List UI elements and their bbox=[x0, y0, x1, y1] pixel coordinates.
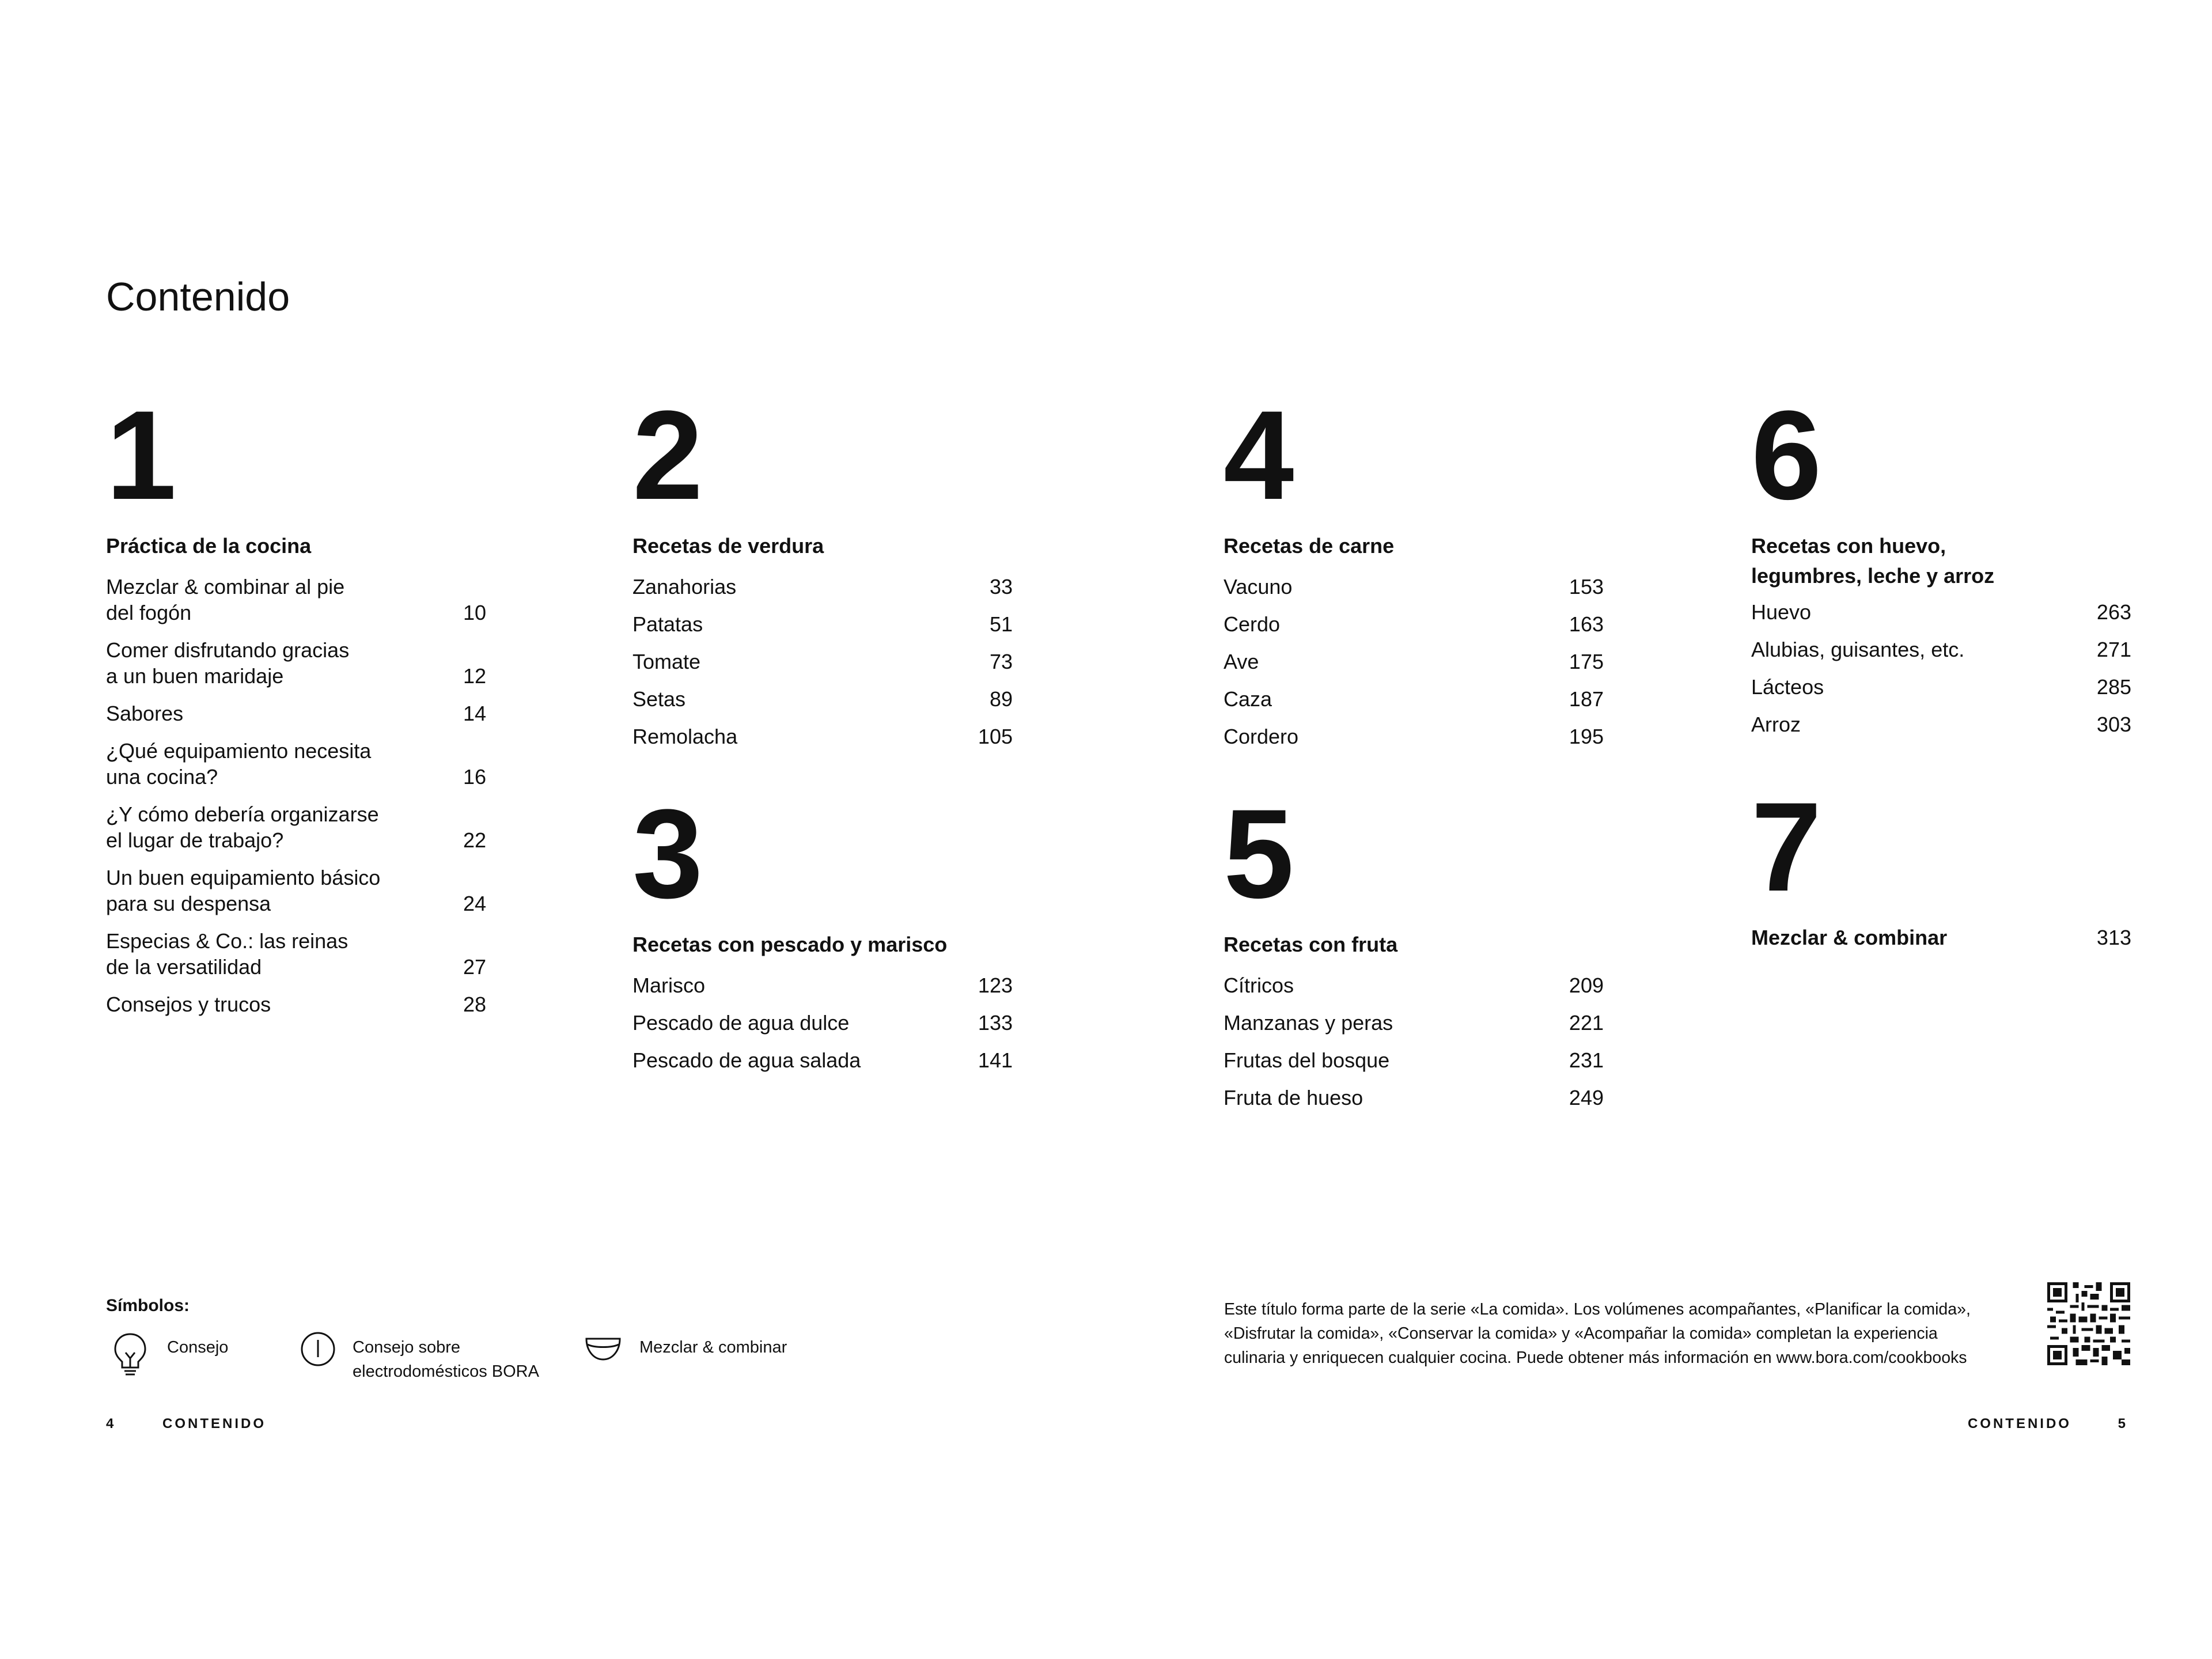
chapter-heading: Mezclar & combinar bbox=[1751, 926, 1948, 949]
chapter-2 bbox=[632, 384, 1013, 761]
entry-label: Patatas bbox=[632, 612, 703, 636]
section-label: CONTENIDO bbox=[1967, 1416, 2071, 1431]
page-number: 4 bbox=[106, 1416, 116, 1431]
entry-label: Especias & Co.: las reinas de la versatilidad bbox=[106, 929, 349, 979]
entry-page: 24 bbox=[463, 892, 486, 915]
toc-entry[interactable] bbox=[1751, 923, 2131, 953]
chapter-heading: Recetas con fruta bbox=[1224, 933, 1398, 956]
page-number: 5 bbox=[2118, 1416, 2128, 1431]
entry-page: 27 bbox=[463, 955, 486, 979]
section-label: CONTENIDO bbox=[162, 1416, 267, 1431]
entry-label: Remolacha bbox=[632, 725, 738, 748]
entry-page: 221 bbox=[1569, 1011, 1604, 1035]
toc-entry[interactable] bbox=[632, 1047, 1013, 1073]
symbols-title: Símbolos: bbox=[106, 1296, 190, 1315]
entry-label: Huevo bbox=[1751, 600, 1812, 624]
toc-entry[interactable] bbox=[632, 972, 1013, 998]
chapter-number: 1 bbox=[106, 384, 175, 526]
series-note: Este título forma parte de la serie «La comida». Los volúmenes acompañantes, «Planificar la comida», «Disfrutar la comida», «Conservar la comida» y «Acompañar la comida» completan la experiencia culinaria y enriquecen cualquier cocina. Puede obtener más información en www.bora.com/cookbooks bbox=[1224, 1300, 1971, 1367]
symbol-consejo bbox=[109, 1331, 228, 1377]
entry-page: 33 bbox=[989, 575, 1013, 599]
entry-label: Fruta de hueso bbox=[1224, 1086, 1363, 1109]
entry-label: Pescado de agua salada bbox=[632, 1048, 861, 1072]
entry-label: Cerdo bbox=[1224, 612, 1281, 636]
bowl-icon bbox=[583, 1331, 623, 1365]
entry-page: 10 bbox=[463, 601, 486, 624]
toc-entry[interactable] bbox=[106, 928, 486, 980]
chapter-3 bbox=[632, 783, 1013, 1085]
entry-page: 231 bbox=[1569, 1048, 1604, 1072]
entry-label: Comer disfrutando gracias a un buen maridaje bbox=[106, 638, 350, 688]
chapter-5 bbox=[1224, 783, 1604, 1122]
chapter-heading: Recetas con pescado y marisco bbox=[632, 933, 948, 956]
toc-entry[interactable] bbox=[1224, 611, 1604, 637]
chapter-number: 2 bbox=[632, 384, 701, 526]
entry-label: Tomate bbox=[632, 650, 701, 673]
toc-entry[interactable] bbox=[1751, 599, 2131, 625]
symbol-consejo-bora bbox=[300, 1331, 539, 1384]
qr-code-icon[interactable] bbox=[2047, 1282, 2130, 1365]
entry-label: Cordero bbox=[1224, 725, 1299, 748]
entry-page: 187 bbox=[1569, 687, 1604, 711]
toc-entry[interactable] bbox=[106, 700, 486, 726]
entry-page: 271 bbox=[2096, 638, 2131, 661]
toc-entry[interactable] bbox=[1751, 711, 2131, 737]
entry-label: Ave bbox=[1224, 650, 1259, 673]
info-circle-icon bbox=[300, 1331, 336, 1368]
toc-entry[interactable] bbox=[106, 637, 486, 689]
page-title: Contenido bbox=[106, 274, 290, 319]
entry-label: Marisco bbox=[632, 974, 706, 997]
chapter-7 bbox=[1751, 776, 2131, 953]
chapter-number: 3 bbox=[632, 783, 701, 925]
entry-page: 313 bbox=[2096, 926, 2131, 949]
entry-label: Sabores bbox=[106, 702, 184, 725]
entry-page: 263 bbox=[2096, 600, 2131, 624]
chapter-heading: Práctica de la cocina bbox=[106, 534, 312, 558]
chapter-heading: Recetas de carne bbox=[1224, 534, 1395, 558]
toc-entry[interactable] bbox=[106, 738, 486, 790]
entry-label: Vacuno bbox=[1224, 575, 1293, 599]
entry-page: 303 bbox=[2096, 713, 2131, 736]
chapter-1 bbox=[106, 384, 486, 1029]
toc-entry[interactable] bbox=[106, 801, 486, 853]
toc-entry[interactable] bbox=[632, 574, 1013, 600]
symbol-mezclar bbox=[583, 1331, 787, 1365]
toc-entry[interactable] bbox=[632, 611, 1013, 637]
entry-page: 153 bbox=[1569, 575, 1604, 599]
chapter-number: 7 bbox=[1751, 776, 1820, 918]
entry-label: Mezclar & combinar al pie del fogón bbox=[106, 575, 345, 624]
toc-entry[interactable] bbox=[1224, 972, 1604, 998]
entry-page: 105 bbox=[978, 725, 1013, 748]
toc-entry[interactable] bbox=[632, 724, 1013, 749]
toc-entry[interactable] bbox=[1224, 1010, 1604, 1036]
folio-left bbox=[106, 1416, 266, 1432]
entry-label: Pescado de agua dulce bbox=[632, 1011, 850, 1035]
entry-label: Setas bbox=[632, 687, 686, 711]
entry-page: 22 bbox=[463, 828, 486, 852]
entry-label: ¿Qué equipamiento necesita una cocina? bbox=[106, 739, 372, 789]
symbol-label: Consejo bbox=[167, 1338, 229, 1357]
symbol-label: Mezclar & combinar bbox=[639, 1338, 787, 1357]
entry-page: 285 bbox=[2096, 675, 2131, 699]
toc-entry[interactable] bbox=[106, 991, 486, 1017]
entry-page: 12 bbox=[463, 664, 486, 688]
toc-entry[interactable] bbox=[1224, 1085, 1604, 1111]
folio-right bbox=[1968, 1416, 2128, 1432]
toc-entry[interactable] bbox=[1224, 1047, 1604, 1073]
entry-label: Un buen equipamiento básico para su despensa bbox=[106, 866, 381, 915]
entry-page: 175 bbox=[1569, 650, 1604, 673]
toc-entry[interactable] bbox=[1751, 637, 2131, 662]
entry-label: Alubias, guisantes, etc. bbox=[1751, 638, 1965, 661]
entry-label: Lácteos bbox=[1751, 675, 1824, 699]
entry-label: Manzanas y peras bbox=[1224, 1011, 1393, 1035]
chapter-number: 4 bbox=[1224, 384, 1292, 526]
chapter-heading: Recetas de verdura bbox=[632, 534, 824, 558]
entry-page: 209 bbox=[1569, 974, 1604, 997]
entry-label: ¿Y cómo debería organizarse el lugar de trabajo? bbox=[106, 802, 379, 852]
entry-label: Consejos y trucos bbox=[106, 993, 271, 1016]
chapter-number: 6 bbox=[1751, 384, 1820, 526]
toc-entry[interactable] bbox=[1224, 574, 1604, 600]
toc-entry[interactable] bbox=[632, 686, 1013, 712]
entry-page: 51 bbox=[989, 612, 1013, 636]
symbol-label: Consejo sobre electrodomésticos BORA bbox=[353, 1338, 539, 1381]
entry-page: 73 bbox=[989, 650, 1013, 673]
chapter-number: 5 bbox=[1224, 783, 1292, 925]
entry-page: 28 bbox=[463, 993, 486, 1016]
entry-page: 123 bbox=[978, 974, 1013, 997]
chapter-4 bbox=[1224, 384, 1604, 761]
toc-entry[interactable] bbox=[632, 1010, 1013, 1036]
toc-entry[interactable] bbox=[106, 574, 486, 626]
entry-page: 14 bbox=[463, 702, 486, 725]
entry-page: 195 bbox=[1569, 725, 1604, 748]
entry-page: 16 bbox=[463, 765, 486, 789]
entry-label: Zanahorias bbox=[632, 575, 737, 599]
lightbulb-icon bbox=[109, 1331, 151, 1377]
toc-entry[interactable] bbox=[632, 649, 1013, 675]
toc-entry[interactable] bbox=[1224, 649, 1604, 675]
entry-page: 249 bbox=[1569, 1086, 1604, 1109]
chapter-heading: Recetas con huevo, legumbres, leche y arroz bbox=[1751, 534, 1995, 588]
entry-page: 89 bbox=[989, 687, 1013, 711]
toc-entry[interactable] bbox=[1224, 724, 1604, 749]
chapter-6 bbox=[1751, 384, 2131, 749]
toc-entry[interactable] bbox=[1224, 686, 1604, 712]
entry-label: Caza bbox=[1224, 687, 1272, 711]
entry-page: 163 bbox=[1569, 612, 1604, 636]
entry-label: Frutas del bosque bbox=[1224, 1048, 1390, 1072]
entry-label: Arroz bbox=[1751, 713, 1801, 736]
toc-entry[interactable] bbox=[1751, 674, 2131, 700]
entry-label: Cítricos bbox=[1224, 974, 1294, 997]
entry-page: 141 bbox=[978, 1048, 1013, 1072]
entry-page: 133 bbox=[978, 1011, 1013, 1035]
toc-entry[interactable] bbox=[106, 865, 486, 916]
